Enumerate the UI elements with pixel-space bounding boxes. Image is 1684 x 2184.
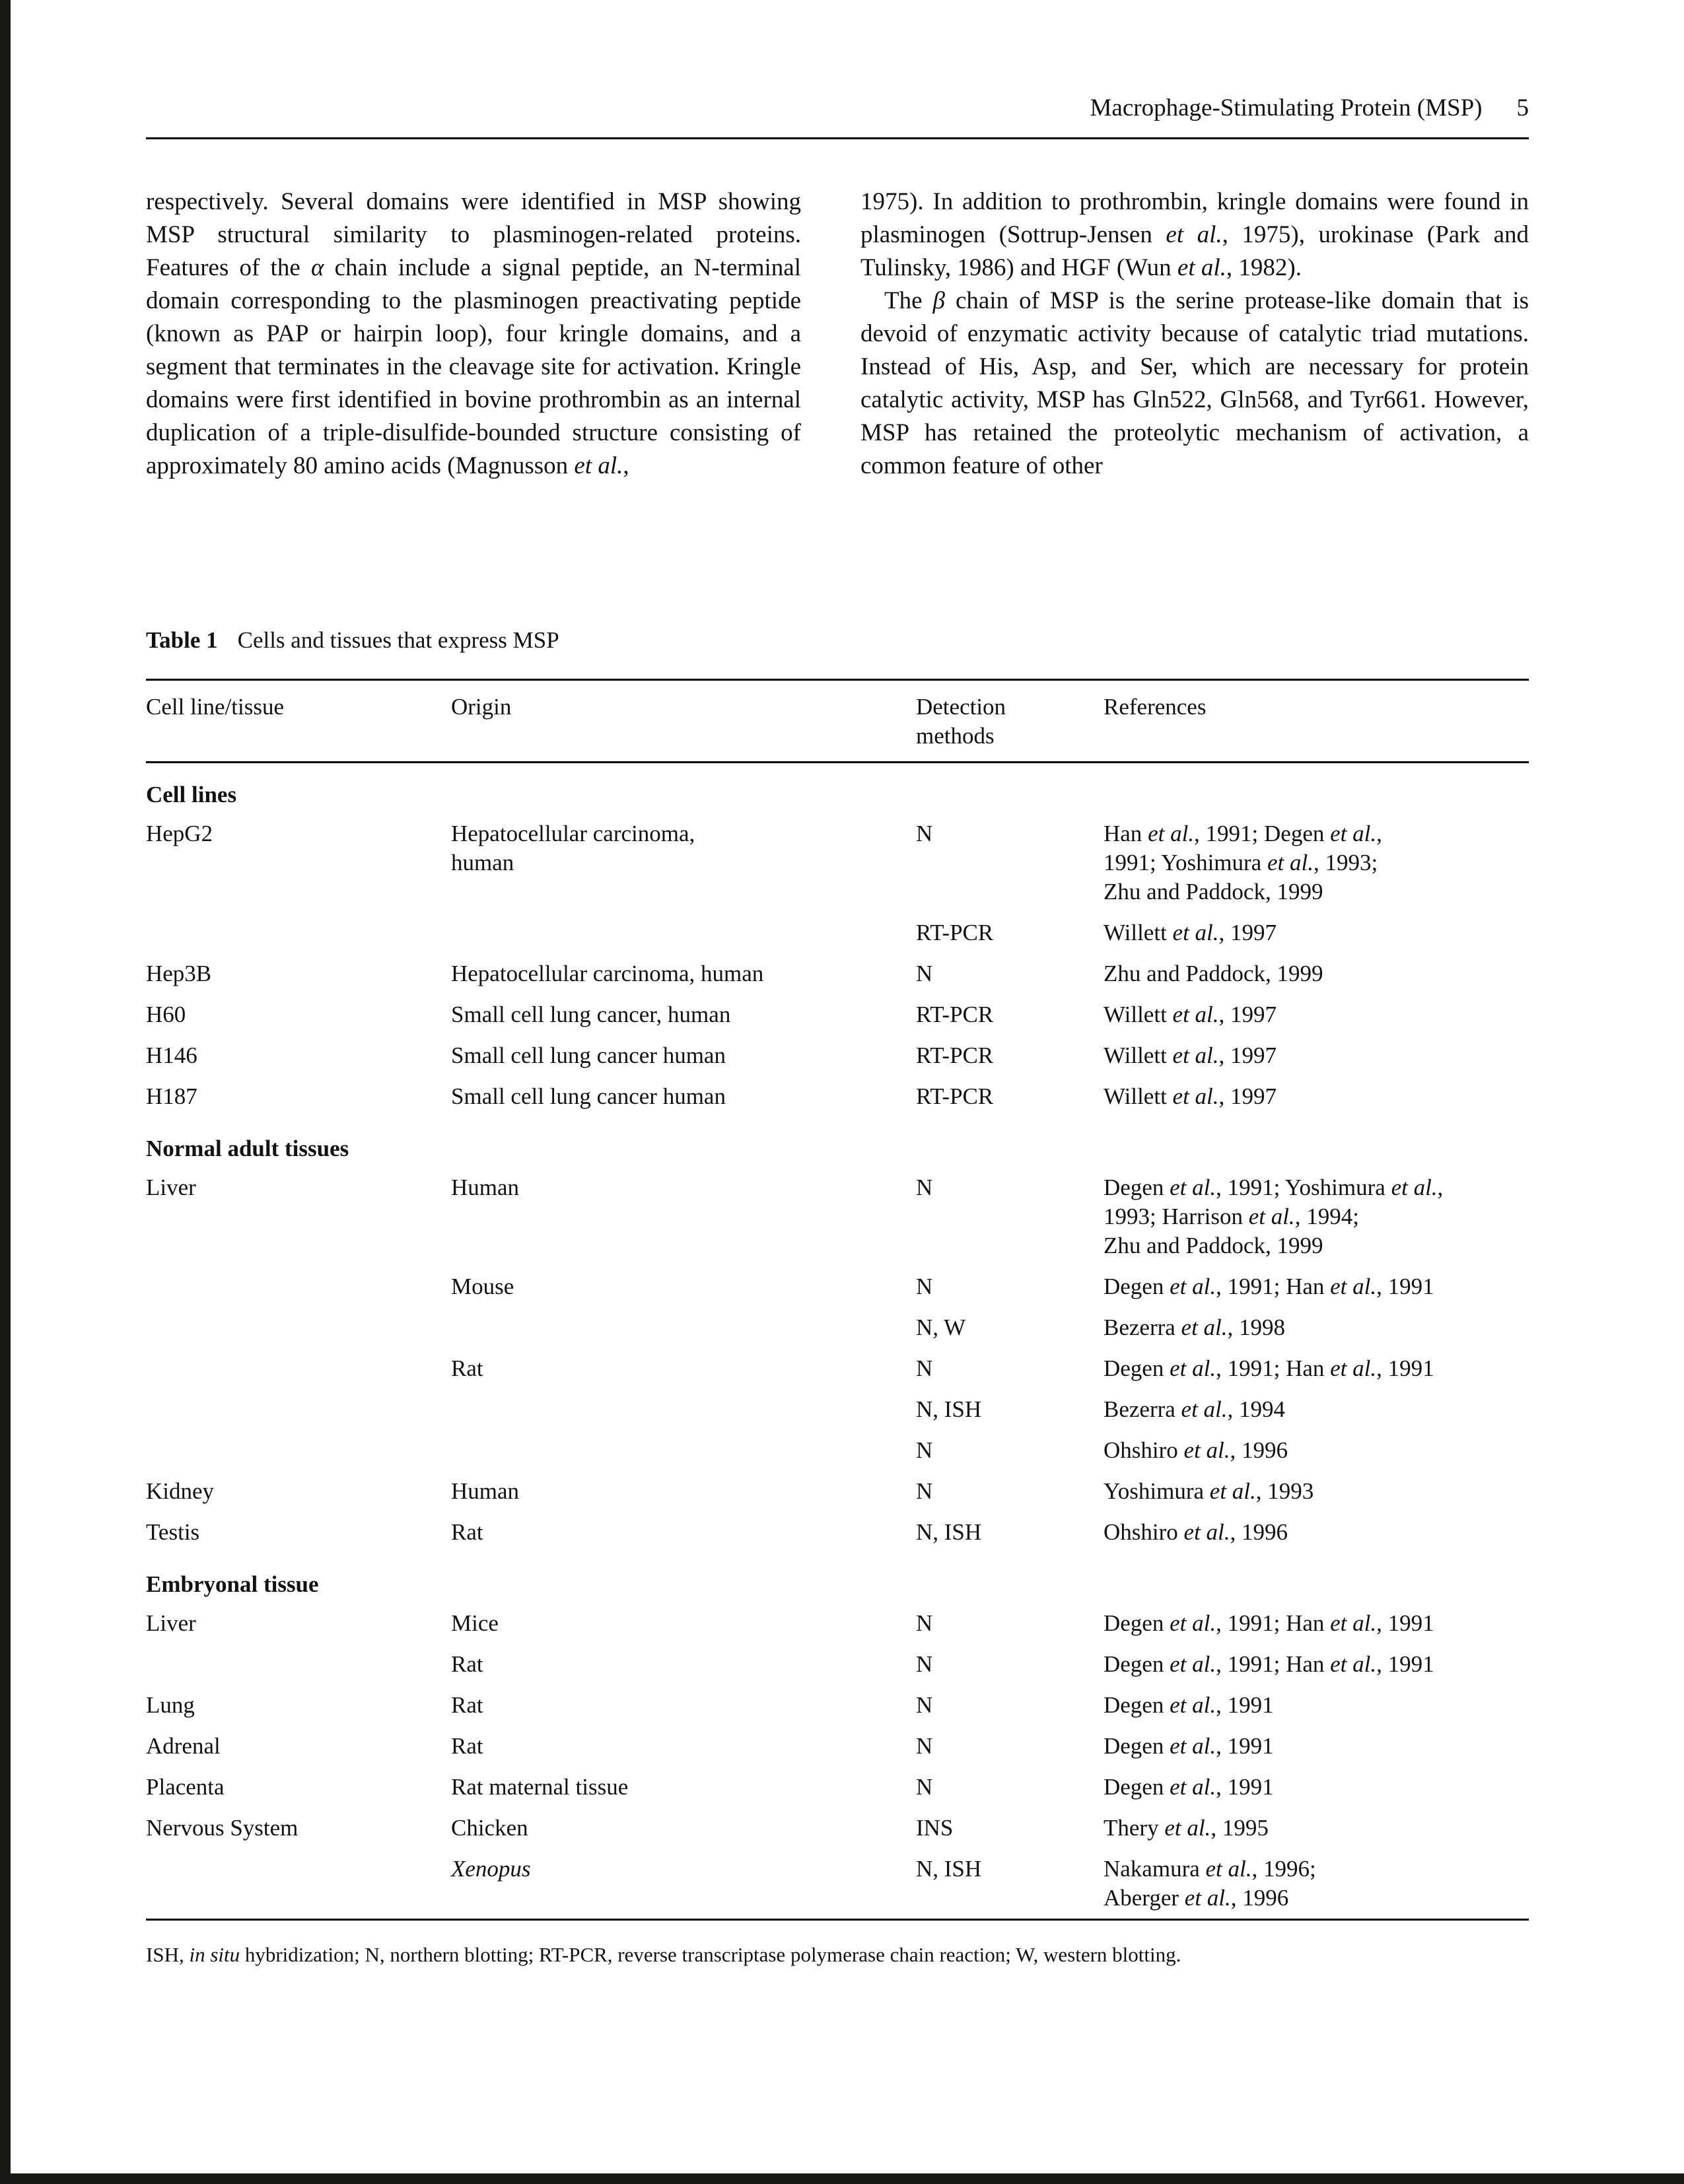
references-cell: Bezerra et al., 1998 bbox=[1104, 1314, 1286, 1340]
detection-cell: N bbox=[916, 1774, 933, 1800]
detection-cell: N, W bbox=[916, 1314, 966, 1340]
detection-cell: N, ISH bbox=[916, 1519, 982, 1545]
origin-cell: Small cell lung cancer, human bbox=[451, 1002, 731, 1027]
table-row bbox=[146, 1849, 1529, 1920]
references-cell: Degen et al., 1991 bbox=[1104, 1733, 1274, 1759]
cell-line-cell: HepG2 bbox=[146, 821, 213, 846]
origin-cell: Chicken bbox=[451, 1815, 528, 1841]
references-cell: Zhu and Paddock, 1999 bbox=[1104, 961, 1323, 986]
detection-cell: N bbox=[916, 1733, 933, 1759]
detection-cell: INS bbox=[916, 1815, 954, 1841]
references-cell: Willett et al., 1997 bbox=[1104, 1042, 1277, 1068]
paragraph-left: respectively. Several domains were identified in MSP showing MSP structural similarity to plasminogen-related proteins. Features of the α chain include a signal peptide, an N-terminal domain corresponding to the plasminogen preactivating peptide (known as PAP or hairpin loop), four kringle domains, and a segment that terminates in the cleavage site for activation. Kringle domains were first identified in bovine prothrombin as an internal duplication of a triple-disulfide-bounded structure consisting of approximately 80 amino acids (Magnusson et al., bbox=[146, 188, 801, 479]
detection-cell: N bbox=[916, 1274, 933, 1299]
cell-line-cell bbox=[146, 1348, 451, 1389]
detection-cell: N bbox=[916, 961, 933, 986]
table-row bbox=[146, 1644, 1529, 1685]
references-cell: Yoshimura et al., 1993 bbox=[1104, 1478, 1314, 1504]
origin-cell: Small cell lung cancer human bbox=[451, 1083, 726, 1109]
table-row bbox=[146, 1603, 1529, 1644]
origin-cell: Mice bbox=[451, 1610, 499, 1636]
detection-cell: N bbox=[916, 1651, 933, 1677]
table-row bbox=[146, 1266, 1529, 1307]
table-section-row bbox=[146, 763, 1529, 814]
column-header-references: References bbox=[1104, 680, 1529, 763]
header-rule bbox=[146, 137, 1529, 139]
origin-cell: Human bbox=[451, 1478, 520, 1504]
cell-line-cell bbox=[146, 1430, 451, 1471]
cell-line-cell bbox=[146, 1389, 451, 1430]
references-cell: Willett et al., 1997 bbox=[1104, 1002, 1277, 1027]
running-head bbox=[146, 94, 1529, 123]
table-row bbox=[146, 994, 1529, 1035]
table-row bbox=[146, 1808, 1529, 1849]
references-cell: Degen et al., 1991 bbox=[1104, 1692, 1274, 1718]
table-footnote: ISH, in situ hybridization; N, northern blotting; RT-PCR, reverse transcriptase polymerase chain reaction; W, western blotting. bbox=[146, 1943, 1181, 1966]
origin-cell: Xenopus bbox=[451, 1856, 531, 1882]
paragraph-right-1: 1975). In addition to prothrombin, kringle domains were found in plasminogen (Sottrup-Jensen et al., 1975), urokinase (Park and Tulinsky, 1986) and HGF (Wun et al., 1982). bbox=[860, 188, 1529, 281]
table-row bbox=[146, 1035, 1529, 1076]
origin-cell: Mouse bbox=[451, 1274, 514, 1299]
references-cell: Degen et al., 1991; Han et al., 1991 bbox=[1104, 1355, 1434, 1381]
cell-line-cell bbox=[146, 1266, 451, 1307]
references-cell: Nakamura et al., 1996; Aberger et al., 1996 bbox=[1104, 1856, 1316, 1911]
detection-cell: RT-PCR bbox=[916, 1083, 994, 1109]
references-cell: Ohshiro et al., 1996 bbox=[1104, 1519, 1288, 1545]
column-header-origin: Origin bbox=[451, 680, 916, 763]
origin-cell bbox=[451, 1430, 916, 1471]
table-row bbox=[146, 1430, 1529, 1471]
table-section-label: Normal adult tissues bbox=[146, 1136, 349, 1161]
table-row bbox=[146, 1076, 1529, 1117]
cell-line-cell: Lung bbox=[146, 1692, 195, 1718]
references-cell: Degen et al., 1991; Yoshimura et al., 1993; Harrison et al., 1994; Zhu and Paddock, 1999 bbox=[1104, 1175, 1444, 1258]
cell-line-cell: Placenta bbox=[146, 1774, 225, 1800]
left-column bbox=[146, 186, 801, 483]
origin-cell: Small cell lung cancer human bbox=[451, 1042, 726, 1068]
origin-cell bbox=[451, 912, 916, 953]
table-row bbox=[146, 813, 1529, 912]
table-row bbox=[146, 1767, 1529, 1808]
table-block bbox=[146, 626, 1529, 1968]
page-content bbox=[146, 0, 1529, 1966]
table-section-label: Cell lines bbox=[146, 782, 237, 807]
references-cell: Thery et al., 1995 bbox=[1104, 1815, 1269, 1841]
table-row bbox=[146, 953, 1529, 994]
references-cell: Degen et al., 1991; Han et al., 1991 bbox=[1104, 1610, 1434, 1636]
data-table bbox=[146, 679, 1529, 1921]
origin-cell: Rat bbox=[451, 1733, 483, 1759]
cell-line-cell bbox=[146, 1307, 451, 1348]
table-row bbox=[146, 1471, 1529, 1512]
scan-edge-bottom bbox=[0, 2173, 1684, 2184]
detection-cell: RT-PCR bbox=[916, 1002, 994, 1027]
detection-cell: N bbox=[916, 1692, 933, 1718]
table-row bbox=[146, 1307, 1529, 1348]
table-section-row bbox=[146, 1117, 1529, 1167]
detection-cell: N bbox=[916, 821, 933, 846]
detection-cell: N bbox=[916, 1610, 933, 1636]
cell-line-cell: H146 bbox=[146, 1042, 197, 1068]
detection-cell: N bbox=[916, 1355, 933, 1381]
table-row bbox=[146, 1726, 1529, 1767]
references-cell: Bezerra et al., 1994 bbox=[1104, 1396, 1286, 1422]
origin-cell bbox=[451, 1307, 916, 1348]
column-header-cell-line: Cell line/tissue bbox=[146, 680, 451, 763]
cell-line-cell: Hep3B bbox=[146, 961, 212, 986]
cell-line-cell bbox=[146, 1849, 451, 1920]
page-number: 5 bbox=[1516, 94, 1529, 121]
table-body bbox=[146, 763, 1529, 1920]
references-cell: Degen et al., 1991; Han et al., 1991 bbox=[1104, 1274, 1434, 1299]
article-body bbox=[146, 186, 1529, 483]
references-cell: Degen et al., 1991 bbox=[1104, 1774, 1274, 1800]
column-header-detection: Detection methods bbox=[916, 680, 1104, 763]
table-row bbox=[146, 1348, 1529, 1389]
cell-line-cell: Liver bbox=[146, 1610, 196, 1636]
origin-cell: Hepatocellular carcinoma, human bbox=[451, 961, 764, 986]
table-row bbox=[146, 912, 1529, 953]
origin-cell: Rat bbox=[451, 1355, 483, 1381]
origin-cell: Rat bbox=[451, 1519, 483, 1545]
table-section-row bbox=[146, 1553, 1529, 1603]
detection-cell: N bbox=[916, 1478, 933, 1504]
cell-line-cell: Nervous System bbox=[146, 1815, 298, 1841]
cell-line-cell: Testis bbox=[146, 1519, 200, 1545]
scan-edge-left bbox=[0, 0, 11, 2184]
origin-cell: Hepatocellular carcinoma, human bbox=[451, 821, 695, 875]
detection-cell: N bbox=[916, 1437, 933, 1463]
table-row bbox=[146, 1685, 1529, 1726]
cell-line-cell: Adrenal bbox=[146, 1733, 221, 1759]
table-caption bbox=[146, 626, 1529, 655]
origin-cell: Rat bbox=[451, 1692, 483, 1718]
references-cell: Ohshiro et al., 1996 bbox=[1104, 1437, 1288, 1463]
origin-cell: Rat maternal tissue bbox=[451, 1774, 629, 1800]
detection-cell: RT-PCR bbox=[916, 920, 994, 945]
detection-cell: RT-PCR bbox=[916, 1042, 994, 1068]
detection-cell: N bbox=[916, 1175, 933, 1200]
references-cell: Han et al., 1991; Degen et al., 1991; Yoshimura et al., 1993; Zhu and Paddock, 1999 bbox=[1104, 821, 1382, 904]
references-cell: Willett et al., 1997 bbox=[1104, 1083, 1277, 1109]
cell-line-cell bbox=[146, 1644, 451, 1685]
table-caption-label: Table 1 bbox=[146, 627, 218, 653]
detection-cell: N, ISH bbox=[916, 1396, 982, 1422]
detection-cell: N, ISH bbox=[916, 1856, 982, 1882]
cell-line-cell: Liver bbox=[146, 1175, 196, 1200]
cell-line-cell: H60 bbox=[146, 1002, 186, 1027]
origin-cell: Human bbox=[451, 1175, 520, 1200]
table-caption-text: Cells and tissues that express MSP bbox=[237, 627, 559, 653]
table-header-row bbox=[146, 680, 1529, 763]
table-row bbox=[146, 1512, 1529, 1553]
cell-line-cell: H187 bbox=[146, 1083, 197, 1109]
paragraph-right-2: The β chain of MSP is the serine protease-like domain that is devoid of enzymatic activity because of catalytic triad mutations. Instead of His, Asp, and Ser, which are necessary for protein catalytic activity, MSP has Gln522, Gln568, and Tyr661. However, MSP has retained the proteolytic mechanism of activation, a common feature of other bbox=[860, 287, 1529, 479]
origin-cell bbox=[451, 1389, 916, 1430]
table-head bbox=[146, 680, 1529, 763]
origin-cell: Rat bbox=[451, 1651, 483, 1677]
table-section-label: Embryonal tissue bbox=[146, 1571, 319, 1597]
cell-line-cell bbox=[146, 912, 451, 953]
table-row bbox=[146, 1389, 1529, 1430]
cell-line-cell: Kidney bbox=[146, 1478, 215, 1504]
table-row bbox=[146, 1167, 1529, 1266]
right-column bbox=[860, 186, 1529, 483]
running-title: Macrophage-Stimulating Protein (MSP) bbox=[1090, 94, 1483, 121]
references-cell: Degen et al., 1991; Han et al., 1991 bbox=[1104, 1651, 1434, 1677]
references-cell: Willett et al., 1997 bbox=[1104, 920, 1277, 945]
